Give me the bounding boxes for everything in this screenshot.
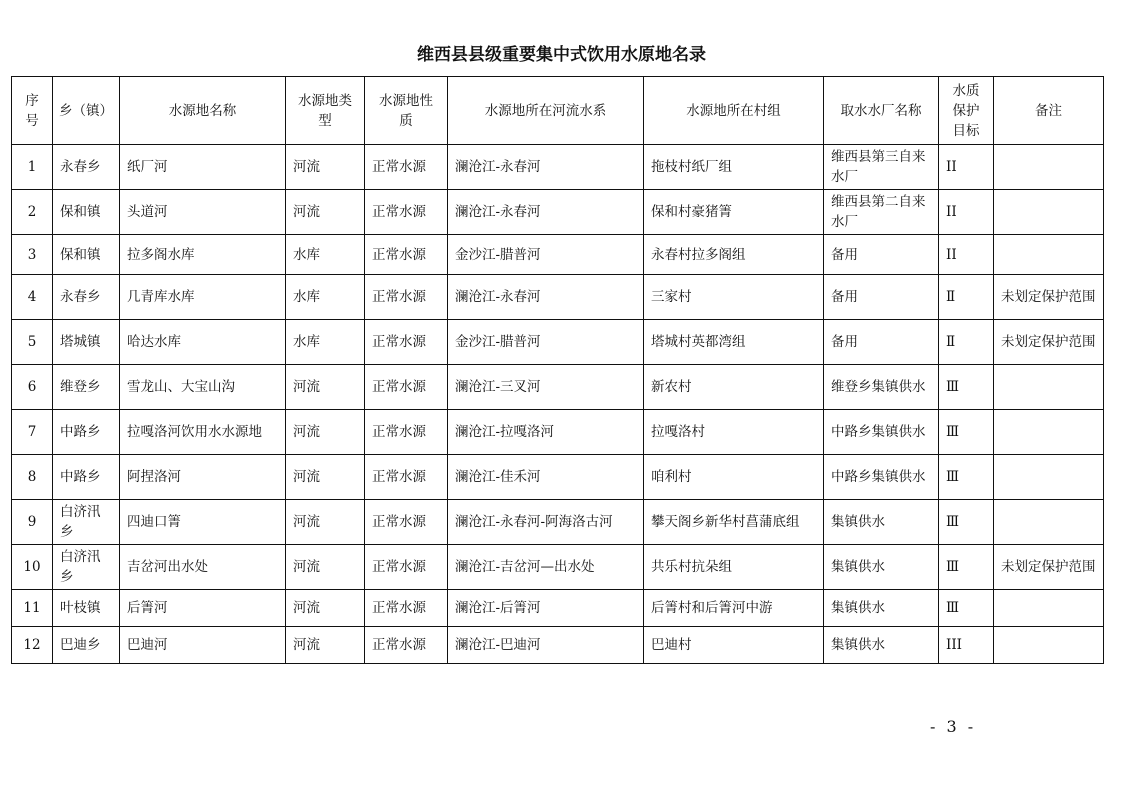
- cell-town: 保和镇: [53, 235, 120, 275]
- cell-seq: 1: [12, 145, 53, 190]
- cell-target: Ⅱ: [939, 275, 994, 320]
- cell-town: 塔城镇: [53, 320, 120, 365]
- cell-target: Ⅲ: [939, 545, 994, 590]
- cell-name: 几青库水库: [120, 275, 286, 320]
- cell-name: 哈达水库: [120, 320, 286, 365]
- header-plant: 取水水厂名称: [824, 77, 939, 145]
- cell-plant: 集镇供水: [824, 545, 939, 590]
- header-river: 水源地所在河流水系: [448, 77, 644, 145]
- table-row: [12, 590, 1104, 627]
- cell-seq: 8: [12, 455, 53, 500]
- header-target: 水质保护目标: [939, 77, 994, 145]
- cell-type: 水库: [286, 235, 365, 275]
- cell-river: 澜沧江-巴迪河: [448, 627, 644, 664]
- cell-river: 澜沧江-吉岔河—出水处: [448, 545, 644, 590]
- cell-note: [994, 500, 1104, 545]
- cell-type: 河流: [286, 500, 365, 545]
- cell-type: 河流: [286, 145, 365, 190]
- cell-target: II: [939, 190, 994, 235]
- cell-village: 后箐村和后箐河中游: [644, 590, 824, 627]
- cell-nature: 正常水源: [365, 235, 448, 275]
- cell-note: 未划定保护范围: [994, 320, 1104, 365]
- cell-name: 拉嘎洛河饮用水水源地: [120, 410, 286, 455]
- cell-seq: 10: [12, 545, 53, 590]
- cell-nature: 正常水源: [365, 320, 448, 365]
- cell-village: 攀天阁乡新华村菖蒲底组: [644, 500, 824, 545]
- table-row: [12, 365, 1104, 410]
- cell-river: 澜沧江-佳禾河: [448, 455, 644, 500]
- cell-seq: 2: [12, 190, 53, 235]
- cell-note: [994, 365, 1104, 410]
- table-row: [12, 145, 1104, 190]
- cell-name: 吉岔河出水处: [120, 545, 286, 590]
- cell-plant: 维西县第三自来水厂: [824, 145, 939, 190]
- cell-target: III: [939, 627, 994, 664]
- cell-type: 水库: [286, 320, 365, 365]
- cell-plant: 备用: [824, 320, 939, 365]
- cell-target: Ⅲ: [939, 590, 994, 627]
- cell-note: 未划定保护范围: [994, 545, 1104, 590]
- cell-plant: 维登乡集镇供水: [824, 365, 939, 410]
- cell-note: [994, 410, 1104, 455]
- cell-note: 未划定保护范围: [994, 275, 1104, 320]
- cell-nature: 正常水源: [365, 500, 448, 545]
- cell-name: 雪龙山、大宝山沟: [120, 365, 286, 410]
- cell-name: 四迪口箐: [120, 500, 286, 545]
- cell-river: 澜沧江-拉嘎洛河: [448, 410, 644, 455]
- cell-seq: 6: [12, 365, 53, 410]
- header-village: 水源地所在村组: [644, 77, 824, 145]
- cell-target: Ⅲ: [939, 500, 994, 545]
- cell-target: Ⅲ: [939, 365, 994, 410]
- cell-town: 保和镇: [53, 190, 120, 235]
- cell-town: 永春乡: [53, 145, 120, 190]
- cell-seq: 5: [12, 320, 53, 365]
- header-town: 乡（镇）: [53, 77, 120, 145]
- cell-town: 巴迪乡: [53, 627, 120, 664]
- cell-plant: 备用: [824, 235, 939, 275]
- cell-target: Ⅲ: [939, 455, 994, 500]
- cell-nature: 正常水源: [365, 145, 448, 190]
- cell-plant: 维西县第二自来水厂: [824, 190, 939, 235]
- cell-village: 三家村: [644, 275, 824, 320]
- page-number: - 3 -: [930, 717, 977, 736]
- cell-name: 拉多阁水库: [120, 235, 286, 275]
- header-type: 水源地类型: [286, 77, 365, 145]
- cell-type: 河流: [286, 590, 365, 627]
- cell-name: 头道河: [120, 190, 286, 235]
- cell-nature: 正常水源: [365, 590, 448, 627]
- water-source-table: [11, 76, 1104, 664]
- cell-target: Ⅲ: [939, 410, 994, 455]
- header-note: 备注: [994, 77, 1104, 145]
- cell-river: 澜沧江-永春河-阿海洛古河: [448, 500, 644, 545]
- cell-note: [994, 627, 1104, 664]
- header-seq: 序号: [12, 77, 53, 145]
- table-row: [12, 275, 1104, 320]
- cell-name: 巴迪河: [120, 627, 286, 664]
- cell-town: 永春乡: [53, 275, 120, 320]
- cell-plant: 集镇供水: [824, 500, 939, 545]
- cell-town: 白济汛乡: [53, 500, 120, 545]
- cell-note: [994, 190, 1104, 235]
- table-row: [12, 455, 1104, 500]
- cell-village: 保和村豪猪箐: [644, 190, 824, 235]
- cell-river: 澜沧江-后箐河: [448, 590, 644, 627]
- table-row: [12, 410, 1104, 455]
- cell-note: [994, 145, 1104, 190]
- cell-nature: 正常水源: [365, 190, 448, 235]
- cell-note: [994, 590, 1104, 627]
- cell-plant: 集镇供水: [824, 590, 939, 627]
- table-row: [12, 320, 1104, 365]
- cell-target: II: [939, 235, 994, 275]
- cell-plant: 备用: [824, 275, 939, 320]
- cell-plant: 中路乡集镇供水: [824, 455, 939, 500]
- cell-target: II: [939, 145, 994, 190]
- cell-name: 纸厂河: [120, 145, 286, 190]
- cell-type: 河流: [286, 455, 365, 500]
- cell-river: 澜沧江-永春河: [448, 275, 644, 320]
- cell-type: 河流: [286, 627, 365, 664]
- cell-town: 维登乡: [53, 365, 120, 410]
- cell-seq: 7: [12, 410, 53, 455]
- cell-note: [994, 455, 1104, 500]
- cell-seq: 12: [12, 627, 53, 664]
- cell-town: 白济汛乡: [53, 545, 120, 590]
- cell-village: 巴迪村: [644, 627, 824, 664]
- cell-type: 河流: [286, 545, 365, 590]
- cell-nature: 正常水源: [365, 545, 448, 590]
- cell-river: 澜沧江-三叉河: [448, 365, 644, 410]
- cell-river: 澜沧江-永春河: [448, 145, 644, 190]
- cell-seq: 11: [12, 590, 53, 627]
- cell-target: Ⅱ: [939, 320, 994, 365]
- cell-nature: 正常水源: [365, 627, 448, 664]
- cell-nature: 正常水源: [365, 455, 448, 500]
- cell-type: 河流: [286, 190, 365, 235]
- header-name: 水源地名称: [120, 77, 286, 145]
- header-nature: 水源地性质: [365, 77, 448, 145]
- cell-river: 澜沧江-永春河: [448, 190, 644, 235]
- cell-village: 拉嘎洛村: [644, 410, 824, 455]
- cell-type: 河流: [286, 410, 365, 455]
- cell-village: 咱利村: [644, 455, 824, 500]
- cell-town: 中路乡: [53, 410, 120, 455]
- cell-village: 永春村拉多阁组: [644, 235, 824, 275]
- table-row: [12, 500, 1104, 545]
- cell-town: 中路乡: [53, 455, 120, 500]
- cell-river: 金沙江-腊普河: [448, 320, 644, 365]
- cell-nature: 正常水源: [365, 365, 448, 410]
- cell-type: 河流: [286, 365, 365, 410]
- cell-town: 叶枝镇: [53, 590, 120, 627]
- cell-village: 拖枝村纸厂组: [644, 145, 824, 190]
- cell-name: 后箐河: [120, 590, 286, 627]
- cell-village: 共乐村抗朵组: [644, 545, 824, 590]
- cell-plant: 中路乡集镇供水: [824, 410, 939, 455]
- table-row: [12, 235, 1104, 275]
- cell-note: [994, 235, 1104, 275]
- table-row: [12, 627, 1104, 664]
- table-row: [12, 545, 1104, 590]
- header-row: [12, 77, 1104, 145]
- cell-plant: 集镇供水: [824, 627, 939, 664]
- document-title: 维西县县级重要集中式饮用水原地名录: [417, 45, 706, 65]
- cell-river: 金沙江-腊普河: [448, 235, 644, 275]
- cell-nature: 正常水源: [365, 275, 448, 320]
- cell-seq: 9: [12, 500, 53, 545]
- cell-nature: 正常水源: [365, 410, 448, 455]
- cell-name: 阿捏洛河: [120, 455, 286, 500]
- cell-village: 新农村: [644, 365, 824, 410]
- cell-seq: 4: [12, 275, 53, 320]
- cell-type: 水库: [286, 275, 365, 320]
- table-row: [12, 190, 1104, 235]
- cell-seq: 3: [12, 235, 53, 275]
- cell-village: 塔城村英都湾组: [644, 320, 824, 365]
